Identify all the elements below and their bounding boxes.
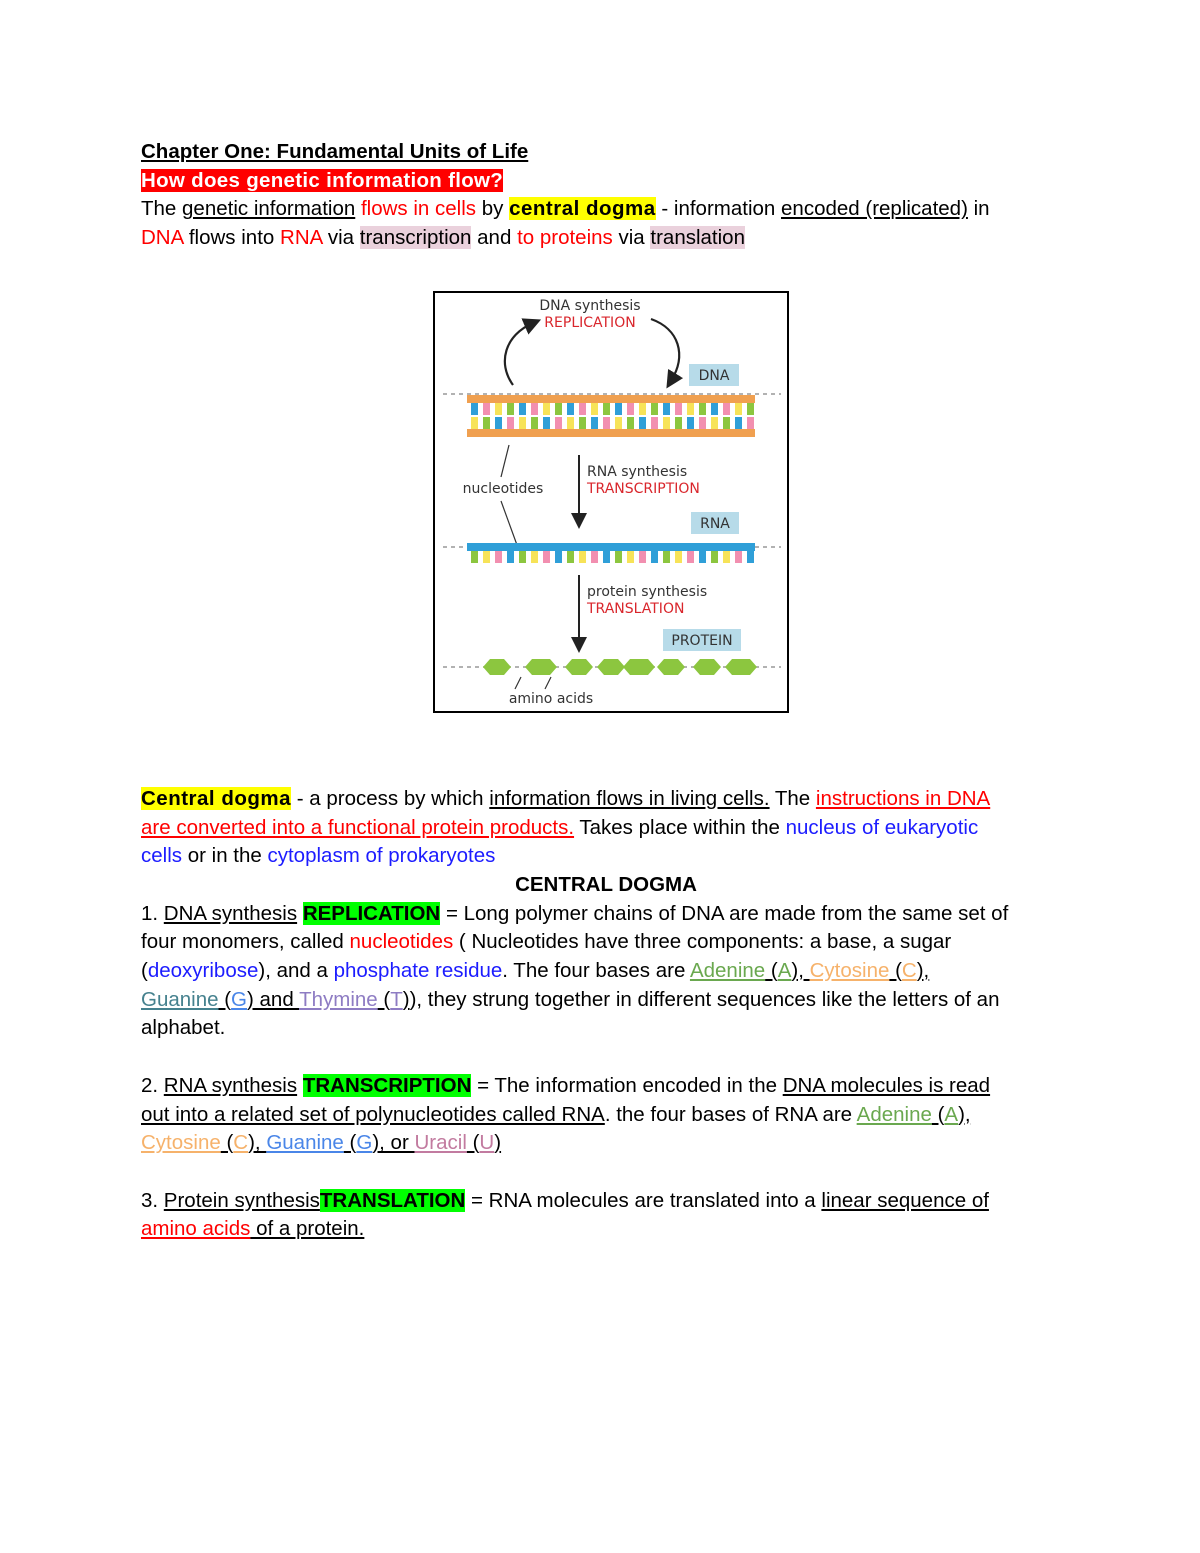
dna-base (471, 417, 478, 429)
dna-box-label: DNA (698, 368, 730, 384)
rna-base (495, 551, 502, 563)
rna-base (711, 551, 718, 563)
dna-base (735, 403, 742, 415)
replication-arrow-right (651, 319, 679, 381)
dna-base (627, 403, 634, 415)
rna-base (699, 551, 706, 563)
dna-base (723, 417, 730, 429)
item1-line-2: four monomers, called nucleotides ( Nucleotides have three components: a base, a sugar (141, 930, 952, 954)
dna-base (555, 417, 562, 429)
dna-base (687, 417, 694, 429)
rna-base (591, 551, 598, 563)
dna-base (735, 417, 742, 429)
rna-base (627, 551, 634, 563)
dna-base (507, 417, 514, 429)
nucleotides-label: nucleotides (462, 481, 544, 497)
central-dogma-figure (433, 291, 789, 713)
dna-base (579, 417, 586, 429)
amino-acid (693, 659, 721, 675)
definition-line-3: cells or in the cytoplasm of prokaryotes (141, 844, 496, 868)
dna-base (567, 417, 574, 429)
intro-line-1: The genetic information flows in cells by central dogma - information encoded (replicated) in (141, 197, 990, 221)
translation-top-label: protein synthesis (587, 584, 708, 600)
dna-base (603, 417, 610, 429)
dna-base (663, 403, 670, 415)
item1-line-5: alphabet. (141, 1016, 226, 1040)
dna-base (591, 403, 598, 415)
chapter-title: Chapter One: Fundamental Units of Life (141, 140, 529, 163)
rna-base (603, 551, 610, 563)
dna-base (495, 403, 502, 415)
dna-base (699, 403, 706, 415)
rna-base (483, 551, 490, 563)
item2-line-1: 2. RNA synthesis TRANSCRIPTION = The information encoded in the DNA molecules is read (141, 1073, 991, 1097)
item2-line-3: Cytosine (C), Guanine (G), or Uracil (U) (141, 1131, 502, 1155)
dna-base (651, 417, 658, 429)
transcription-top-label: RNA synthesis (587, 464, 688, 480)
dna-base (687, 403, 694, 415)
dna-base (627, 417, 634, 429)
dna-base (543, 403, 550, 415)
rna-base (471, 551, 478, 563)
dna-base (723, 403, 730, 415)
replication-highlight: REPLICATION (302, 901, 441, 925)
dna-base (483, 417, 490, 429)
replication-top-label: DNA synthesis (539, 298, 641, 314)
item1-line-1: 1. DNA synthesis REPLICATION = Long polymer chains of DNA are made from the same set of (141, 901, 1009, 925)
dna-base (747, 417, 754, 429)
central-dogma-heading: CENTRAL DOGMA (515, 872, 697, 896)
item3-line-2: amino acids of a protein. (141, 1217, 365, 1241)
rna-base (531, 551, 538, 563)
transcription-highlight: TRANSCRIPTION (302, 1073, 472, 1097)
dna-base (747, 403, 754, 415)
amino-acid (565, 659, 593, 675)
dna-base (603, 403, 610, 415)
dna-base (519, 417, 526, 429)
rna-base (519, 551, 526, 563)
dna-base (639, 417, 646, 429)
dna-base (579, 403, 586, 415)
dna-base (615, 417, 622, 429)
rna-base (543, 551, 550, 563)
rna-base (579, 551, 586, 563)
dna-backbone-bottom (467, 429, 755, 437)
rna-base (747, 551, 754, 563)
dna-base (531, 417, 538, 429)
amino-acid (483, 659, 511, 675)
rna-base (687, 551, 694, 563)
protein-box-label: PROTEIN (671, 633, 733, 649)
central-dogma-diagram (435, 293, 787, 711)
amino-acid (725, 659, 757, 675)
dna-base (555, 403, 562, 415)
dna-base (675, 403, 682, 415)
item3-line-1: 3. Protein synthesisTRANSLATION = RNA molecules are translated into a linear sequence of (141, 1188, 989, 1212)
rna-bases (471, 551, 754, 563)
rna-base (555, 551, 562, 563)
rna-backbone (467, 543, 755, 551)
translation-highlight: TRANSLATION (319, 1188, 466, 1212)
amino-acid (597, 659, 625, 675)
rna-base (639, 551, 646, 563)
rna-base (507, 551, 514, 563)
rna-base (651, 551, 658, 563)
rna-base (615, 551, 622, 563)
dna-base (711, 403, 718, 415)
dna-backbone-top (467, 395, 755, 403)
dna-base (519, 403, 526, 415)
amino-acid (623, 659, 655, 675)
dna-base (663, 417, 670, 429)
definition-line-2: are converted into a functional protein products. Takes place within the nucleus of eukaryotic (141, 815, 979, 839)
item1-line-4: Guanine (G) and Thymine (T)), they strung together in different sequences like the letters of an (141, 987, 1000, 1011)
rna-base (675, 551, 682, 563)
dna-base (699, 417, 706, 429)
replication-label: REPLICATION (544, 315, 636, 331)
replication-arrow-left (505, 323, 533, 385)
question-heading: How does genetic information flow? (141, 168, 504, 192)
dna-base (651, 403, 658, 415)
amino-acid (657, 659, 685, 675)
item1-line-3: (deoxyribose), and a phosphate residue. The four bases are Adenine (A), Cytosine (C), (141, 959, 930, 983)
amino-acid (525, 659, 557, 675)
dna-base (591, 417, 598, 429)
dna-bases-top (471, 403, 754, 415)
dna-base (711, 417, 718, 429)
item2-line-2: out into a related set of polynucleotides called RNA. the four bases of RNA are Adenine (A), (141, 1102, 971, 1126)
dna-base (567, 403, 574, 415)
transcription-label: TRANSCRIPTION (587, 481, 700, 497)
rna-base (567, 551, 574, 563)
dna-base (615, 403, 622, 415)
dna-base (639, 403, 646, 415)
dna-base (675, 417, 682, 429)
central-dogma-highlight: central dogma (509, 197, 656, 221)
rna-base (723, 551, 730, 563)
amino-acids-label: amino acids (508, 691, 594, 707)
rna-base (663, 551, 670, 563)
translation-label: TRANSLATION (587, 601, 685, 617)
intro-line-2: DNA flows into RNA via transcription and to proteins via translation (141, 226, 745, 250)
definition-line-1: Central dogma - a process by which information flows in living cells. The instructions in DNA (141, 786, 991, 810)
dna-bases-bottom (471, 417, 754, 429)
rna-box-label: RNA (700, 516, 730, 532)
rna-base (735, 551, 742, 563)
dna-base (495, 417, 502, 429)
dna-base (471, 403, 478, 415)
dna-base (483, 403, 490, 415)
dna-base (531, 403, 538, 415)
dna-base (507, 403, 514, 415)
dna-base (543, 417, 550, 429)
